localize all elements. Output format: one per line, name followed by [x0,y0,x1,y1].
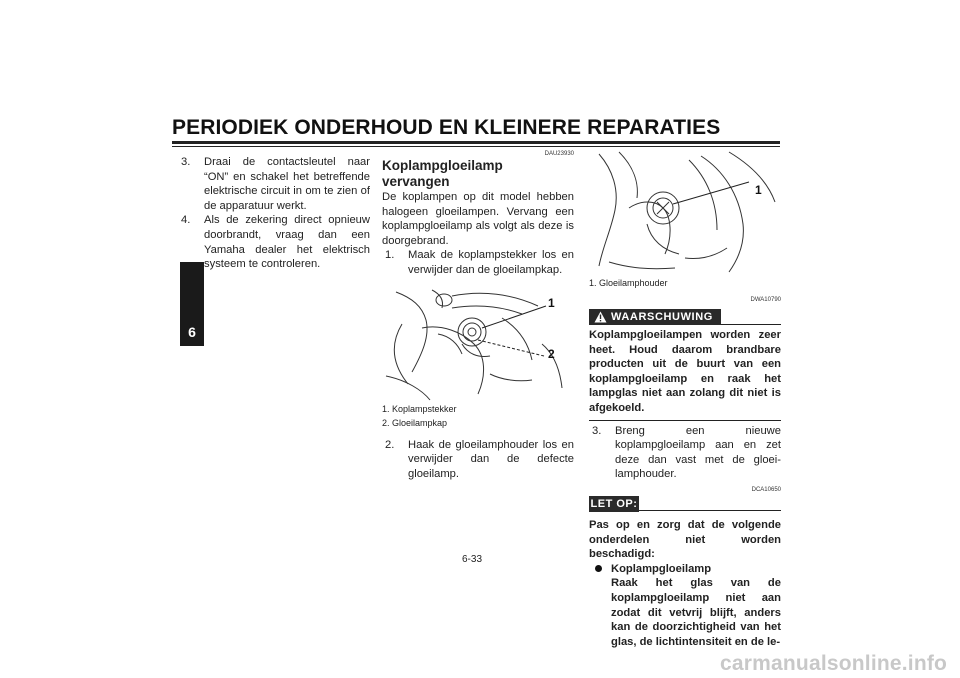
note-header [589,494,781,514]
item-number: 4. [181,214,191,227]
step-text: Breng een nieuwe koplampgloeilamp aan en zet deze dan vast met de gloeilamphouder. [615,424,781,481]
figure-label-2: 2 [548,346,555,361]
warning-label: WAARSCHUWING [611,311,713,323]
step-1 [382,248,574,277]
figure-label-1: 1 [755,183,762,197]
step-text: Haak de gloeilamphouder los en verwijder dan de defecte gloeilamp. [408,438,574,480]
warning-end-rule [589,420,781,421]
bullet-item [589,562,781,650]
note-badge: LET OP: [590,497,638,510]
warning-badge [589,309,721,325]
bullet-title: Koplampgloeilamp [611,562,712,575]
bullet-text: Raak het glas van de koplampgloeilamp niet aan zodat dit vetvrij blijft, anders kan de doorzichtigheid van het glas, de lichtintensiteit en de le- [611,577,781,648]
list-item [178,155,370,213]
step-number: 2. [385,438,395,451]
section-reference-code: DAU23930 [544,151,574,157]
step-number: 1. [385,249,395,262]
chapter-tab [180,262,204,346]
page-number: 6-33 [462,554,483,565]
warning-text: Koplampgloeilampen worden zeer heet. Houd daarom brandbare producten uit de buurt van een koplampgloeilamp en raak het lampglas niet aan zolang dit niet is afgekoeld. [589,329,781,414]
bulb-holder-illustration [589,150,781,276]
title-rule [172,141,780,144]
headlight-connector-illustration [382,284,574,402]
figure-caption: 1. Koplampstekker [382,403,457,414]
column-2 [382,150,574,481]
step-number: 3. [592,424,602,437]
page-title: PERIODIEK ONDERHOUD EN KLEINERE REPARATIES [172,116,721,139]
list-item [178,213,370,271]
note-reference-code: DCA10650 [751,486,781,493]
figure-label-1: 1 [548,295,555,310]
column-3 [589,150,781,649]
figure-caption: 2. Gloeilampkap [382,417,448,428]
step-text: Maak de koplampstekker los en verwijder dan de gloeilampkap. [408,249,574,276]
warning-reference-code: DWA10790 [750,297,781,303]
watermark: carmanualsonline.info [720,652,948,675]
note-rule [639,510,781,511]
section-title: Koplampgloeilamp vervangen [382,158,503,189]
item-number: 3. [181,156,191,168]
intro-paragraph: De koplampen op dit model hebben halogeen gloeilampen. Vervang een koplampgloeilamp als volgt als deze is doorgebrand. [382,191,574,247]
warning-header [589,306,781,328]
bullet-icon [595,565,602,572]
headlight-connector-figure [382,284,574,402]
figure-caption: 1. Gloeilamphouder [589,278,668,288]
title-rule-thin [172,146,780,147]
item-text: Draai de contactsleutel naar “ON” en schakel het betreffende elektrische circuit in om te zien of de apparatuur werkt. [204,156,370,212]
column-1 [178,155,370,272]
warning-triangle-icon [594,311,607,323]
item-text: Als de zekering direct opnieuw doorbrandt, vraag dan een Yamaha dealer het elektrisch systeem te controleren. [204,214,370,271]
step-3 [589,424,781,482]
step-2 [382,438,574,482]
note-text: Pas op en zorg dat de volgende onderdelen niet worden beschadigd: [589,518,781,561]
chapter-number: 6 [188,324,196,340]
bulb-holder-figure [589,150,781,276]
warning-rule [721,324,781,325]
